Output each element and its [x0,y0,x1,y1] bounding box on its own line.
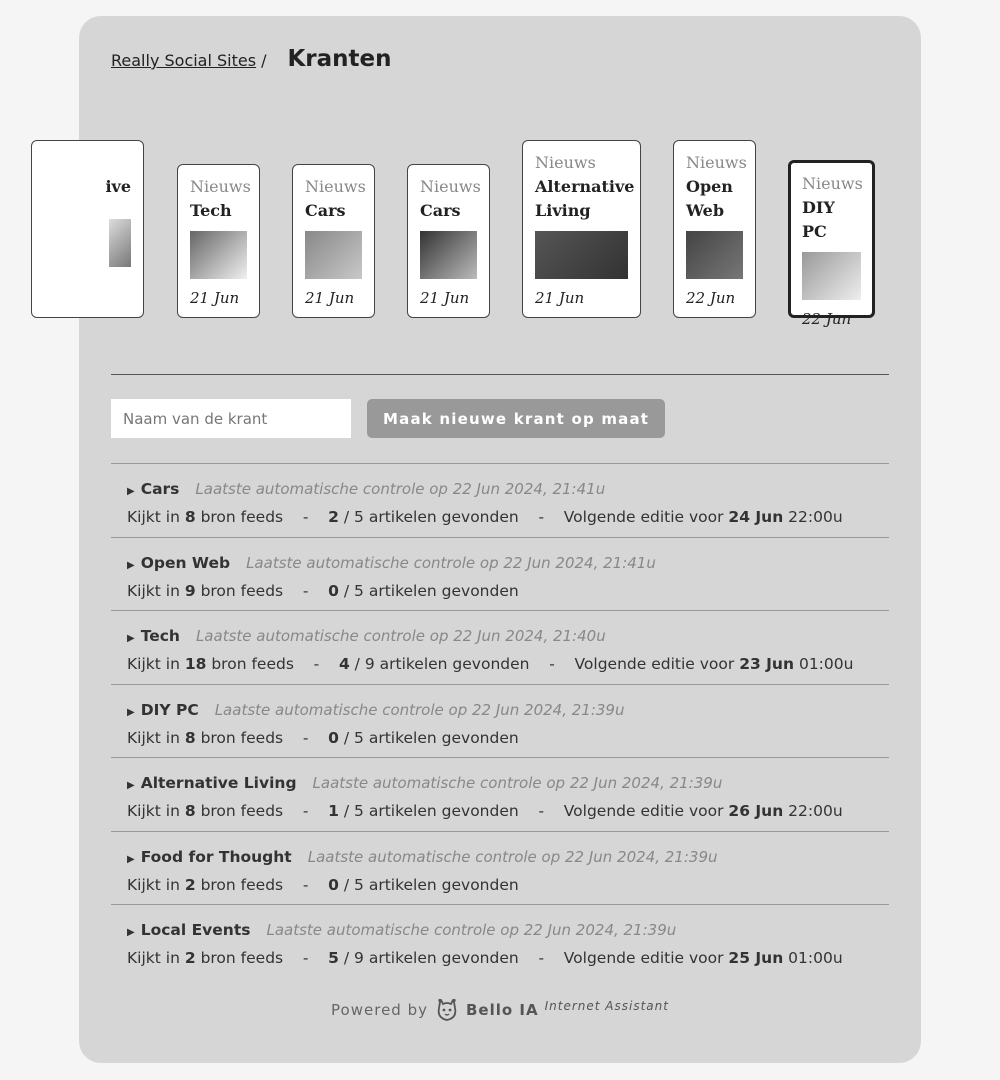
source-feeds-label: bron feeds [200,728,284,747]
feed-count: 9 [184,581,196,600]
separator: - [302,581,309,600]
newspaper-row[interactable] [111,463,889,537]
next-edition-label: Volgende editie voor [563,508,724,526]
newspaper-row[interactable] [111,904,889,978]
row-stats: Kijkt in 18 bron feeds - 4 / 9 artikelen gevonden - Volgende editie voor 23 Jun 01:00u [127,655,854,673]
card-date: 21 Jun [305,289,355,307]
last-check-text: Laatste automatische controle op 22 Jun 2024, 21:39u [312,774,723,792]
next-edition-day: 23 Jun [739,655,795,673]
newspaper-card[interactable] [407,164,490,318]
row-stats: Kijkt in 8 bron feeds - 1 / 5 artikelen gevonden - Volgende editie voor 26 Jun 22:00u [127,802,843,820]
brand-tagline: Internet Assistant [544,999,669,1013]
newspaper-name: Alternative Living [140,774,297,792]
source-feeds-label: bron feeds [200,581,284,600]
card-date: 22 Jun [686,289,736,307]
articles-total-count: 5 [354,728,364,747]
card-thumbnail [109,219,131,267]
card-kicker: Nieuws [305,177,366,196]
breadcrumb-parent-link[interactable]: Really Social Sites [111,51,257,70]
last-check-text: Laatste automatische controle op 22 Jun 2024, 21:39u [307,847,718,866]
row-header[interactable] [127,625,873,650]
card-title: Cars [305,201,346,220]
next-edition-day: 24 Jun [728,508,784,526]
articles-found-label: artikelen gevonden [368,728,519,747]
breadcrumb [111,46,392,72]
card-thumbnail [686,231,743,279]
watches-in-label: Kijkt in [127,802,180,820]
card-date: 21 Jun [535,289,585,307]
articles-found-count: 0 [328,875,339,894]
card-thumbnail [190,231,247,279]
articles-found-count: 4 [338,655,350,673]
expand-caret-icon[interactable]: ▶ [127,927,135,938]
row-stats: Kijkt in 2 bron feeds - 0 / 5 artikelen gevonden [127,875,519,894]
newspaper-card[interactable] [522,140,641,318]
newspaper-row[interactable] [111,684,889,758]
brand-name: Bello IA [466,1001,539,1019]
articles-found-label: artikelen gevonden [368,581,519,600]
breadcrumb-separator: / [261,51,267,70]
newspaper-name: DIY PC [140,700,199,719]
separator: - [538,949,545,967]
newspaper-row[interactable] [111,537,889,611]
expand-caret-icon[interactable]: ▶ [127,853,135,865]
separator: - [302,802,309,820]
next-edition-day: 26 Jun [728,802,784,820]
card-date: 22 Jun [802,310,852,328]
card-kicker: Nieuws [802,174,863,193]
card-thumbnail [420,231,477,279]
card-kicker: Nieuws [686,153,747,172]
expand-caret-icon[interactable]: ▶ [127,780,135,791]
card-date: 21 Jun [190,289,240,307]
newspaper-shelf [105,140,889,328]
last-check-text: Laatste automatische controle op 22 Jun 2024, 21:40u [195,627,606,645]
row-header[interactable] [127,846,873,871]
footer [79,1001,921,1025]
watches-in-label: Kijkt in [127,728,180,747]
separator: - [302,508,309,526]
row-header[interactable] [127,699,873,724]
watches-in-label: Kijkt in [127,508,180,526]
main-panel [79,16,921,1063]
feed-count: 18 [184,655,207,673]
last-check-text: Laatste automatische controle op 22 Jun 2024, 21:41u [246,553,656,572]
card-kicker: Nieuws [190,177,251,196]
card-title: ive [105,177,131,196]
articles-total-count: 5 [354,875,364,894]
card-title: Open Web [686,177,733,220]
articles-total-count: 5 [354,508,364,526]
separator: - [302,949,309,967]
card-date: 21 Jun [420,289,470,307]
articles-found-label: artikelen gevonden [379,655,530,673]
source-feeds-label: bron feeds [211,655,294,673]
expand-caret-icon[interactable]: ▶ [127,559,135,571]
separator: - [302,728,309,747]
newspaper-card[interactable] [673,140,756,318]
articles-total-count: 5 [354,802,364,820]
articles-found-label: artikelen gevonden [368,949,519,967]
dog-face-icon [436,998,458,1022]
articles-found-count: 5 [328,949,339,967]
source-feeds-label: bron feeds [200,508,284,526]
watches-in-label: Kijkt in [127,655,180,673]
feed-count: 8 [184,728,196,747]
last-check-text: Laatste automatische controle op 22 Jun 2024, 21:41u [195,480,606,498]
articles-found-count: 2 [328,508,339,526]
articles-found-label: artikelen gevonden [368,508,519,526]
watches-in-label: Kijkt in [127,949,180,967]
articles-total-count: 9 [364,655,375,673]
powered-by-label: Powered by [331,1001,428,1019]
feed-count: 2 [184,949,196,967]
newspaper-name: Local Events [140,921,251,939]
row-stats: Kijkt in 8 bron feeds - 0 / 5 artikelen gevonden [127,728,519,747]
page-title: Kranten [287,46,392,72]
source-feeds-label: bron feeds [200,949,284,967]
card-title: DIY PC [802,198,835,241]
articles-total-count: 5 [354,581,364,600]
card-kicker: Nieuws [420,177,481,196]
card-thumbnail [305,231,362,279]
separator: - [538,802,545,820]
newspaper-name: Food for Thought [140,847,292,866]
last-check-text: Laatste automatische controle op 22 Jun 2024, 21:39u [214,700,625,719]
next-edition-label: Volgende editie voor [563,802,724,820]
expand-caret-icon[interactable]: ▶ [127,706,135,718]
next-edition-time: 01:00u [788,949,843,967]
newspaper-row[interactable] [111,610,889,684]
last-check-text: Laatste automatische controle op 22 Jun 2024, 21:39u [266,921,677,939]
card-title: Tech [190,201,232,220]
watches-in-label: Kijkt in [127,875,180,894]
newspaper-name-input[interactable] [111,399,351,438]
next-edition-day: 25 Jun [728,949,784,967]
card-thumbnail [535,231,628,279]
watches-in-label: Kijkt in [127,581,180,600]
row-header[interactable] [127,772,873,797]
row-stats: Kijkt in 8 bron feeds - 2 / 5 artikelen gevonden - Volgende editie voor 24 Jun 22:00u [127,508,843,526]
card-title: Alternative Living [535,177,635,220]
row-header[interactable] [127,478,873,503]
divider [111,374,889,375]
separator: - [538,508,545,526]
row-stats: Kijkt in 9 bron feeds - 0 / 5 artikelen gevonden [127,581,519,600]
row-header[interactable] [127,919,873,944]
newspaper-list [111,463,889,978]
source-feeds-label: bron feeds [200,802,284,820]
next-edition-label: Volgende editie voor [563,949,724,967]
feed-count: 8 [184,802,196,820]
newspaper-card[interactable] [177,164,260,318]
card-thumbnail [802,252,861,300]
articles-found-count: 1 [328,802,339,820]
articles-found-label: artikelen gevonden [368,802,519,820]
newspaper-card[interactable] [31,140,144,318]
source-feeds-label: bron feeds [200,875,284,894]
expand-caret-icon[interactable]: ▶ [127,633,135,644]
next-edition-label: Volgende editie voor [574,655,735,673]
separator: - [302,875,309,894]
next-edition-time: 01:00u [798,655,854,673]
feed-count: 8 [184,508,196,526]
row-header[interactable] [127,552,873,577]
newspaper-name: Tech [140,627,180,645]
articles-found-count: 0 [328,728,339,747]
newspaper-card[interactable] [788,160,875,328]
separator: - [549,655,555,673]
newspaper-card[interactable] [292,164,375,318]
separator: - [313,655,320,673]
next-edition-time: 22:00u [788,508,843,526]
articles-total-count: 9 [354,949,364,967]
newspaper-row[interactable] [111,831,889,905]
articles-found-count: 0 [328,581,339,600]
newspaper-name: Cars [140,480,180,498]
card-title: Cars [420,201,461,220]
expand-caret-icon[interactable]: ▶ [127,486,135,497]
feed-count: 2 [184,875,196,894]
card-kicker: Nieuws [535,153,596,172]
articles-found-label: artikelen gevonden [368,875,519,894]
newspaper-row[interactable] [111,757,889,831]
row-stats: Kijkt in 2 bron feeds - 5 / 9 artikelen gevonden - Volgende editie voor 25 Jun 01:00u [127,949,843,967]
next-edition-time: 22:00u [788,802,843,820]
new-newspaper-form [111,399,665,438]
newspaper-name: Open Web [140,553,231,572]
create-newspaper-button[interactable]: Maak nieuwe krant op maat [367,399,665,438]
